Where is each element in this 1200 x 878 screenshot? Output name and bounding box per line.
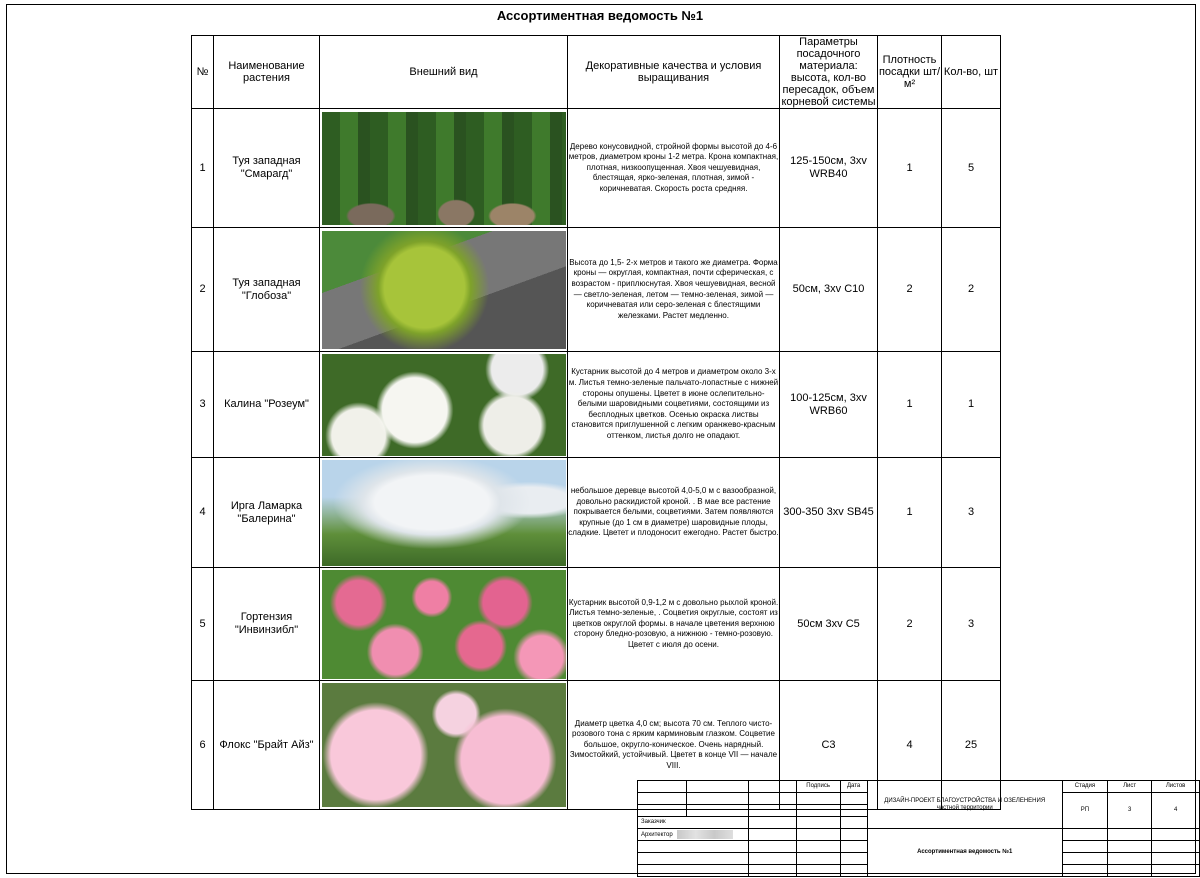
plant-description: Кустарник высотой до 4 метров и диаметром около 3-х м. Листья темно-зеленые пальчато-лопастные с нижней стороны опушены. Цветет в июне ослепительно-белыми шаровидными соцветиями, состоящими из бесплодных цветков. Осенью окраска листвы становится приглушенной с легким оранжево-красным оттенком, листья долго не опадают. bbox=[568, 352, 780, 458]
plant-name: Ирга Ламарка "Балерина" bbox=[214, 458, 320, 568]
planting-params: 50см, 3хv C10 bbox=[780, 228, 878, 352]
plant-description: небольшое деревце высотой 4,0-5,0 м с вазообразной, довольно раскидистой кроной. . В мае все растение покрывается белыми, соцветиями. Затем появляются крупные (до 1 см в диаметре) шаровидные плоды, сладкие. Цветет и плодоносит ежегодно. Растет быстро. bbox=[568, 458, 780, 568]
plant-photo bbox=[322, 231, 566, 349]
stage-value: РП bbox=[1062, 793, 1107, 829]
plant-photo-cell bbox=[320, 681, 568, 810]
planting-density: 2 bbox=[878, 568, 942, 681]
table-row bbox=[192, 228, 1001, 352]
project-title: ДИЗАЙН-ПРОЕКТ БЛАГОУСТРОЙСТВА И ОЗЕЛЕНЕНИЯ частной территории bbox=[867, 781, 1062, 829]
plant-photo bbox=[322, 460, 566, 566]
plant-name: Калина "Розеум" bbox=[214, 352, 320, 458]
plant-quantity: 2 bbox=[942, 228, 1001, 352]
header-name: Наименование растения bbox=[214, 36, 320, 109]
planting-density: 1 bbox=[878, 109, 942, 228]
plant-name: Туя западная "Глобоза" bbox=[214, 228, 320, 352]
planting-params: С3 bbox=[780, 681, 878, 810]
plant-photo-cell bbox=[320, 568, 568, 681]
architect-label-text: Архитектор bbox=[641, 832, 673, 839]
plant-description: Высота до 1,5- 2-х метров и такого же диаметра. Форма кроны — округлая, компактная, почти сферическая, с возрастом - приплюснутая. Хвоя чешуевидная, весной — светло-зеленая, летом — темно-зеленая, зимой — коричневатая или серо-зеленая с блестящими железками. Растет медленно. bbox=[568, 228, 780, 352]
plant-photo-cell bbox=[320, 458, 568, 568]
client-label: Заказчик bbox=[638, 817, 749, 829]
plant-photo bbox=[322, 683, 566, 807]
row-num: 2 bbox=[192, 228, 214, 352]
plant-photo bbox=[322, 570, 566, 679]
assortment-table bbox=[191, 35, 1001, 810]
table-row bbox=[192, 458, 1001, 568]
plant-photo-cell bbox=[320, 109, 568, 228]
header-photo: Внешний вид bbox=[320, 36, 568, 109]
architect-name-redacted bbox=[677, 830, 733, 839]
date-label: Дата bbox=[840, 781, 867, 793]
sheet-label: Лист bbox=[1108, 781, 1152, 793]
planting-params: 50см 3хv C5 bbox=[780, 568, 878, 681]
sheet-title: Ассортиментная ведомость №1 bbox=[867, 829, 1062, 877]
planting-params: 300-350 3хv SB45 bbox=[780, 458, 878, 568]
plant-name: Туя западная "Смарагд" bbox=[214, 109, 320, 228]
table-header-row bbox=[192, 36, 1001, 109]
header-density: Плотность посадки шт/м² bbox=[878, 36, 942, 109]
planting-params: 125-150см, 3хv WRB40 bbox=[780, 109, 878, 228]
plant-photo-cell bbox=[320, 228, 568, 352]
table-row bbox=[192, 568, 1001, 681]
document-title: Ассортиментная ведомость №1 bbox=[496, 8, 704, 23]
table-row bbox=[192, 109, 1001, 228]
planting-params: 100-125см, 3хv WRB60 bbox=[780, 352, 878, 458]
planting-density: 4 bbox=[878, 681, 942, 810]
plant-quantity: 25 bbox=[942, 681, 1001, 810]
sheet-value: 3 bbox=[1108, 793, 1152, 829]
planting-density: 2 bbox=[878, 228, 942, 352]
plant-description: Кустарник высотой 0,9-1,2 м с довольно рыхлой кроной. Листья темно-зеленые, . Соцветия округлые, состоят из цветков округлой формы. в начале цветения верхнюю сторону бледно-розовую, а нижнюю - темно-розовую. Цветет с июля до осени. bbox=[568, 568, 780, 681]
header-params: Параметры посадочного материала: высота, кол-во пересадок, объем корневой системы bbox=[781, 36, 876, 108]
row-num: 5 bbox=[192, 568, 214, 681]
plant-name: Гортензия "Инвинзибл" bbox=[214, 568, 320, 681]
header-num: № bbox=[192, 36, 214, 109]
planting-density: 1 bbox=[878, 352, 942, 458]
row-num: 6 bbox=[192, 681, 214, 810]
row-num: 3 bbox=[192, 352, 214, 458]
planting-density: 1 bbox=[878, 458, 942, 568]
plant-name: Флокс "Брайт Айз" bbox=[214, 681, 320, 810]
plant-photo-cell bbox=[320, 352, 568, 458]
plant-quantity: 3 bbox=[942, 458, 1001, 568]
sheets-label: Листов bbox=[1152, 781, 1200, 793]
row-num: 1 bbox=[192, 109, 214, 228]
stage-label: Стадия bbox=[1062, 781, 1107, 793]
architect-label bbox=[638, 829, 749, 841]
plant-quantity: 3 bbox=[942, 568, 1001, 681]
header-quantity: Кол-во, шт bbox=[942, 36, 1001, 109]
title-block bbox=[637, 780, 1200, 877]
plant-quantity: 1 bbox=[942, 352, 1001, 458]
row-num: 4 bbox=[192, 458, 214, 568]
sheets-value: 4 bbox=[1152, 793, 1200, 829]
header-description: Декоративные качества и условия выращивания bbox=[568, 36, 780, 109]
plant-description: Диаметр цветка 4,0 см; высота 70 см. Теплого чисто-розового тона с ярким карминовым глазком. Соцветие большое, округло-коническое. Очень нарядный. Зимостойкий, устойчивый. Цветет в конце VII — начале VIII. bbox=[568, 681, 780, 810]
plant-photo bbox=[322, 354, 566, 456]
plant-description: Дерево конусовидной, стройной формы высотой до 4-6 метров, диаметром кроны 1-2 метра. Крона компактная, плотная, низкоопущенная. Хвоя чешуевидная, блестящая, ярко-зеленая, плотная, зимой - коричневатая. Скорость роста средняя. bbox=[568, 109, 780, 228]
plant-quantity: 5 bbox=[942, 109, 1001, 228]
sign-label: Подпись bbox=[796, 781, 840, 793]
plant-photo bbox=[322, 112, 566, 225]
table-row bbox=[192, 352, 1001, 458]
